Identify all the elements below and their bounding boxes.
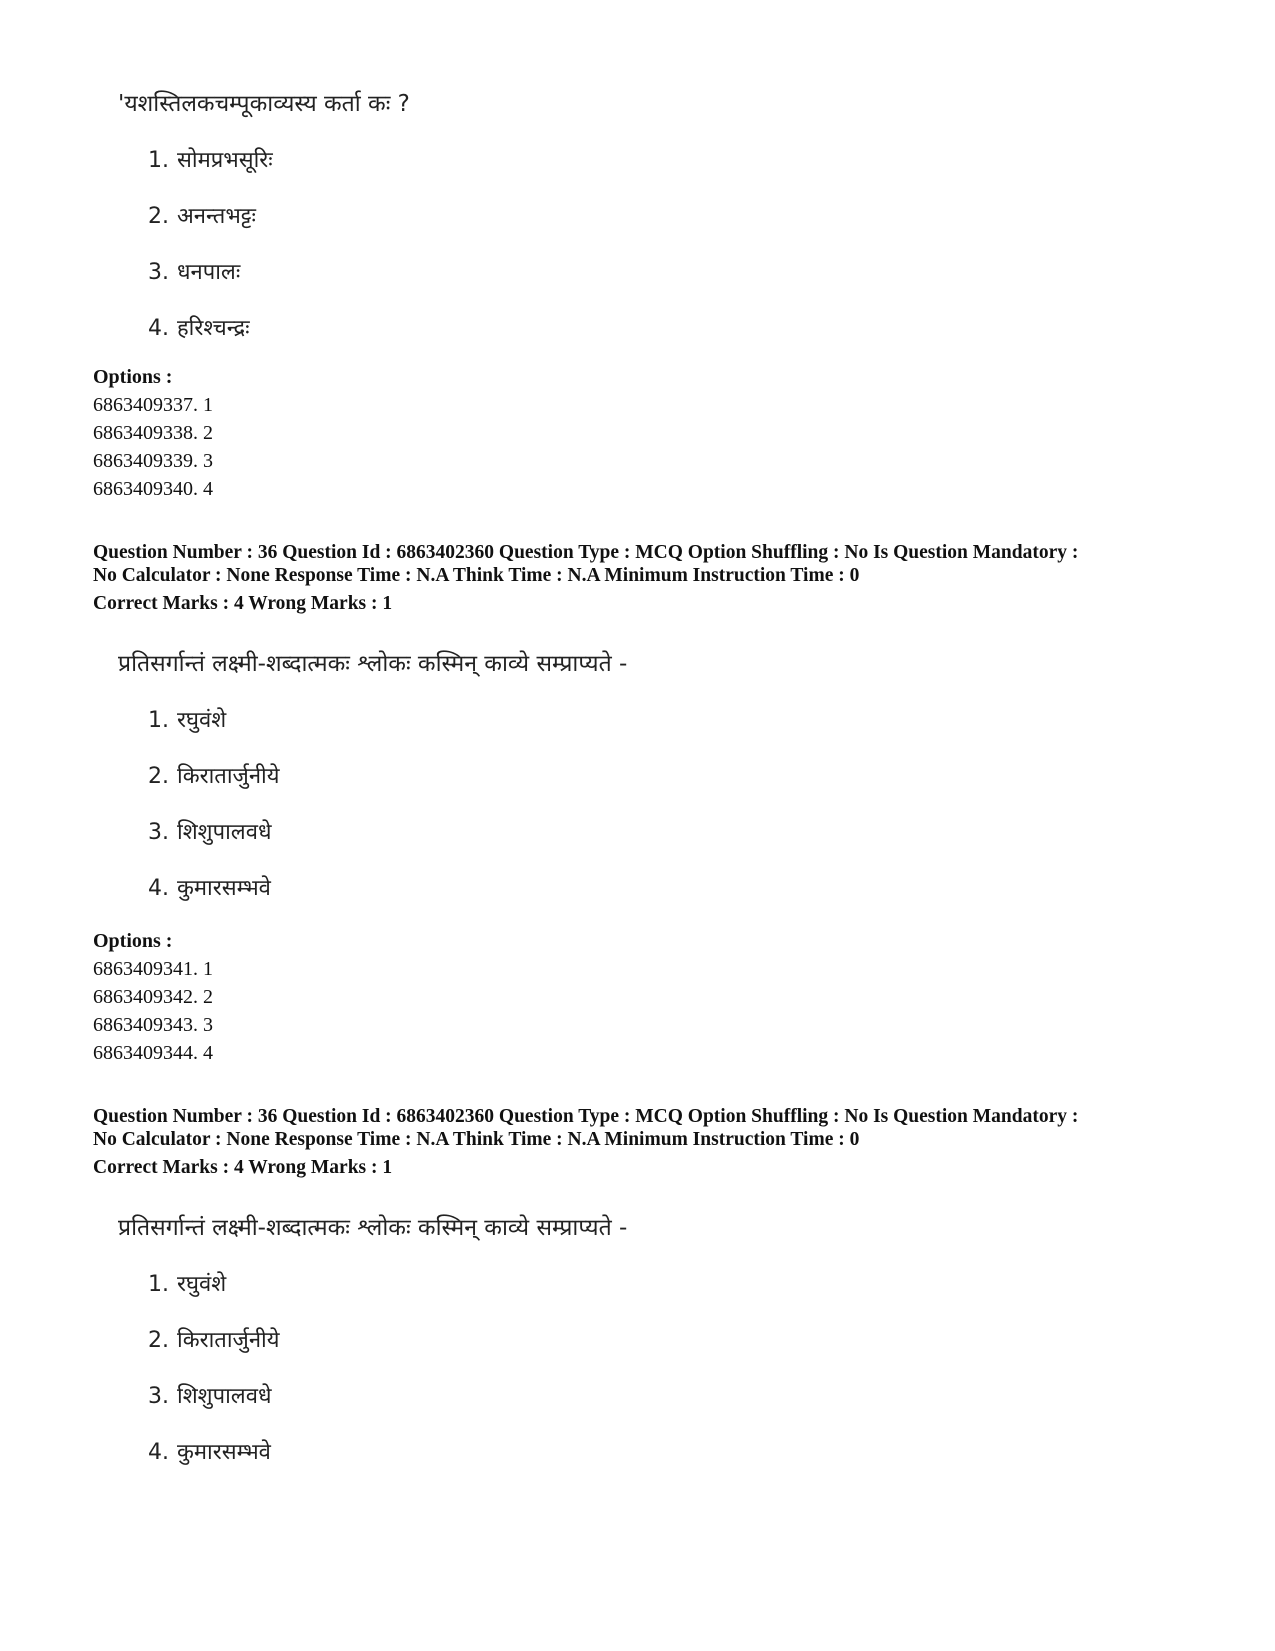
question-choice	[148, 1268, 226, 1298]
choice-number: 1.	[148, 708, 169, 733]
question-choice	[148, 872, 271, 902]
question-choice	[148, 200, 256, 230]
choice-text: शिशुपालवधे	[177, 1384, 272, 1409]
choice-text: शिशुपालवधे	[177, 820, 272, 845]
option-line: 6863409339. 3	[93, 450, 213, 472]
question-meta-line: Question Number : 36 Question Id : 6863402360 Question Type : MCQ Option Shuffling : No Is Question Mandatory :	[93, 1106, 1079, 1127]
question-marks: Correct Marks : 4 Wrong Marks : 1	[93, 1157, 393, 1178]
choice-text: धनपालः	[177, 260, 241, 285]
choice-text: सोमप्रभसूरिः	[177, 148, 273, 173]
choice-text: रघुवंशे	[177, 1272, 227, 1297]
choice-text: हरिश्चन्द्रः	[177, 316, 250, 341]
choice-text: अनन्तभट्टः	[177, 204, 257, 229]
question-choice	[148, 144, 273, 174]
question-choice	[148, 1380, 272, 1410]
choice-number: 1.	[148, 1272, 169, 1297]
choice-text: कुमारसम्भवे	[177, 1440, 271, 1465]
choice-text: किरातार्जुनीये	[177, 1328, 280, 1353]
choice-text: रघुवंशे	[177, 708, 227, 733]
question-choice	[148, 312, 250, 342]
options-label: Options :	[93, 930, 173, 952]
option-line: 6863409343. 3	[93, 1014, 213, 1036]
question-choice	[148, 704, 226, 734]
choice-text: किरातार्जुनीये	[177, 764, 280, 789]
choice-number: 4.	[148, 876, 169, 901]
question-meta-line: Question Number : 36 Question Id : 6863402360 Question Type : MCQ Option Shuffling : No Is Question Mandatory :	[93, 542, 1079, 563]
question-meta-line: No Calculator : None Response Time : N.A Think Time : N.A Minimum Instruction Time : 0	[93, 565, 860, 586]
question-marks: Correct Marks : 4 Wrong Marks : 1	[93, 593, 393, 614]
question-choice	[148, 760, 280, 790]
choice-number: 3.	[148, 260, 169, 285]
option-line: 6863409342. 2	[93, 986, 213, 1008]
question-stem: प्रतिसर्गान्तं लक्ष्मी-शब्दात्मकः श्लोकः कस्मिन् काव्ये सम्प्राप्यते -	[118, 1215, 628, 1241]
choice-number: 2.	[148, 1328, 169, 1353]
question-choice	[148, 256, 240, 286]
option-line: 6863409344. 4	[93, 1042, 213, 1064]
options-label: Options :	[93, 366, 173, 388]
choice-number: 4.	[148, 316, 169, 341]
question-meta-line: No Calculator : None Response Time : N.A Think Time : N.A Minimum Instruction Time : 0	[93, 1129, 860, 1150]
choice-number: 3.	[148, 1384, 169, 1409]
choice-number: 2.	[148, 204, 169, 229]
choice-text: कुमारसम्भवे	[177, 876, 271, 901]
question-stem: प्रतिसर्गान्तं लक्ष्मी-शब्दात्मकः श्लोकः कस्मिन् काव्ये सम्प्राप्यते -	[118, 651, 628, 677]
question-choice	[148, 1324, 280, 1354]
choice-number: 3.	[148, 820, 169, 845]
question-choice	[148, 1436, 271, 1466]
option-line: 6863409337. 1	[93, 394, 213, 416]
choice-number: 1.	[148, 148, 169, 173]
choice-number: 2.	[148, 764, 169, 789]
choice-number: 4.	[148, 1440, 169, 1465]
option-line: 6863409338. 2	[93, 422, 213, 444]
option-line: 6863409340. 4	[93, 478, 213, 500]
question-choice	[148, 816, 272, 846]
question-stem: 'यशस्तिलकचम्पूकाव्यस्य कर्ता कः ?	[118, 91, 410, 117]
option-line: 6863409341. 1	[93, 958, 213, 980]
